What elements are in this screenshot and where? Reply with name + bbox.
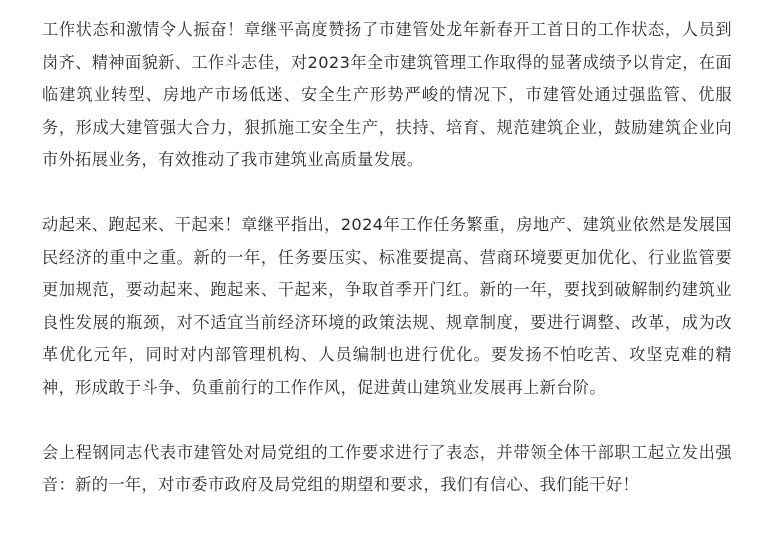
article-body	[42, 14, 732, 534]
paragraph-pledge: 会上程钢同志代表市建管处对局党组的工作要求进行了表态，并带领全体干部职工起立发出强音：新的一年，对市委市政府及局党组的期望和要求，我们有信心、我们能干好！	[42, 442, 732, 495]
paragraph-work-status: 工作状态和激情令人振奋！章继平高度赞扬了市建管处龙年新春开工首日的工作状态，人员到岗齐、精神面貌新、工作斗志佳，对2023年全市建筑管理工作取得的显著成绩予以肯定，在面临建筑业转型、房地产市场低迷、安全生产形势严峻的情况下，市建管处通过强监管、优服务，形成大建管强大合力，狠抓施工安全生产，扶持、培育、规范建筑企业，鼓励建筑企业向市外拓展业务，有效推动了我市建筑业高质量发展。	[42, 20, 732, 170]
paragraph-get-moving: 动起来、跑起来、干起来！章继平指出，2024年工作任务繁重，房地产、建筑业依然是发展国民经济的重中之重。新的一年，任务要压实、标准要提高、营商环境要更加优化、行业监管要更加规范，要动起来、跑起来、干起来，争取首季开门红。新的一年，要找到破解制约建筑业良性发展的瓶颈，对不适宜当前经济环境的政策法规、规章制度，要进行调整、改革，成为改革优化元年，同时对内部管理机构、人员编制也进行优化。要发扬不怕吃苦、攻坚克难的精神，形成敢于斗争、负重前行的工作作风，促进黄山建筑业发展再上新台阶。	[42, 214, 732, 397]
